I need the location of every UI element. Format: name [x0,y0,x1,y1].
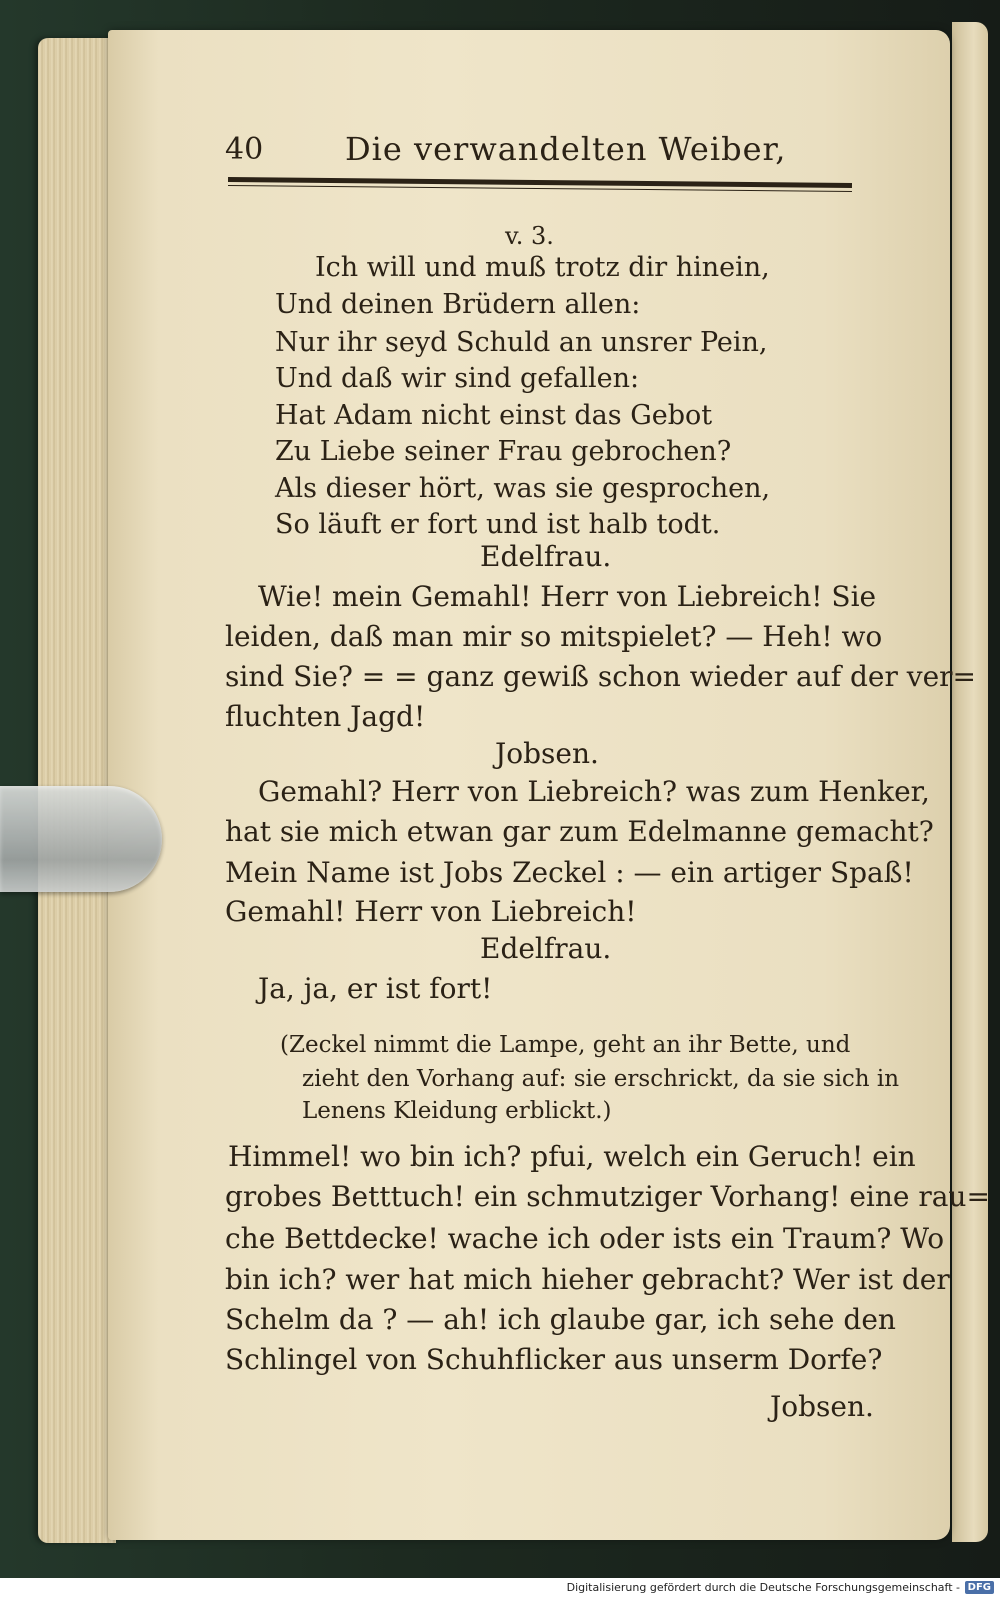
speaker-name: Edelfrau. [480,540,612,573]
verse-line: Ich will und muß trotz dir hinein, [315,252,770,283]
stage-direction-line: zieht den Vorhang auf: sie erschrickt, da sie sich in [302,1066,900,1092]
speaker-name: Edelfrau. [480,932,612,965]
dfg-logo: DFG [965,1581,994,1594]
verse-line: Und daß wir sind gefallen: [275,363,640,394]
speech-line: Gemahl! Herr von Liebreich! [225,895,637,928]
verse-line: So läuft er fort und ist halb todt. [275,509,721,540]
verse-reference: v. 3. [505,222,554,250]
stage-direction-line: Lenens Kleidung erblickt.) [302,1098,612,1124]
footer-credit: Digitalisierung gefördert durch die Deutsche Forschungsgemeinschaft - [566,1581,960,1594]
speech-line: grobes Betttuch! ein schmutziger Vorhang! eine rau= [225,1180,990,1213]
speech-line: leiden, daß man mir so mitspielet? — Heh! wo [225,620,883,653]
footer-bar [0,1578,1000,1601]
catchword: Jobsen. [770,1390,874,1423]
speech-line: Schelm da ? — ah! ich glaube gar, ich sehe den [225,1303,896,1336]
running-title: Die verwandelten Weiber, [345,130,787,168]
verse-line: Und deinen Brüdern allen: [275,289,641,320]
speech-line: Himmel! wo bin ich? pfui, welch ein Geruch! ein [228,1140,916,1173]
verse-line: Nur ihr seyd Schuld an unsrer Pein, [275,327,768,358]
page-holder-clip [0,786,162,892]
speech-line: hat sie mich etwan gar zum Edelmanne gemacht? [225,815,934,848]
page-number: 40 [225,132,264,167]
verse-line: Zu Liebe seiner Frau gebrochen? [275,436,732,467]
verse-line: Als dieser hört, was sie gesprochen, [275,473,771,504]
facing-page-edge [952,22,988,1542]
stage-direction-line: (Zeckel nimmt die Lampe, geht an ihr Bette, und [280,1032,851,1058]
speaker-name: Jobsen. [495,737,599,770]
speech-line: fluchten Jagd! [225,700,426,733]
speech-line: bin ich? wer hat mich hieher gebracht? Wer ist der [225,1263,950,1296]
speech-line: Ja, ja, er ist fort! [258,972,493,1005]
speech-line: Gemahl? Herr von Liebreich? was zum Henker, [258,775,930,808]
speech-line: Mein Name ist Jobs Zeckel : — ein artiger Spaß! [225,856,914,889]
speech-line: Schlingel von Schuhflicker aus unserm Dorfe? [225,1343,883,1376]
verse-line: Hat Adam nicht einst das Gebot [275,400,713,431]
speech-line: che Bettdecke! wache ich oder ists ein Traum? Wo [225,1222,945,1255]
speech-line: Wie! mein Gemahl! Herr von Liebreich! Sie [258,580,877,613]
speech-line: sind Sie? = = ganz gewiß schon wieder auf der ver= [225,660,976,693]
